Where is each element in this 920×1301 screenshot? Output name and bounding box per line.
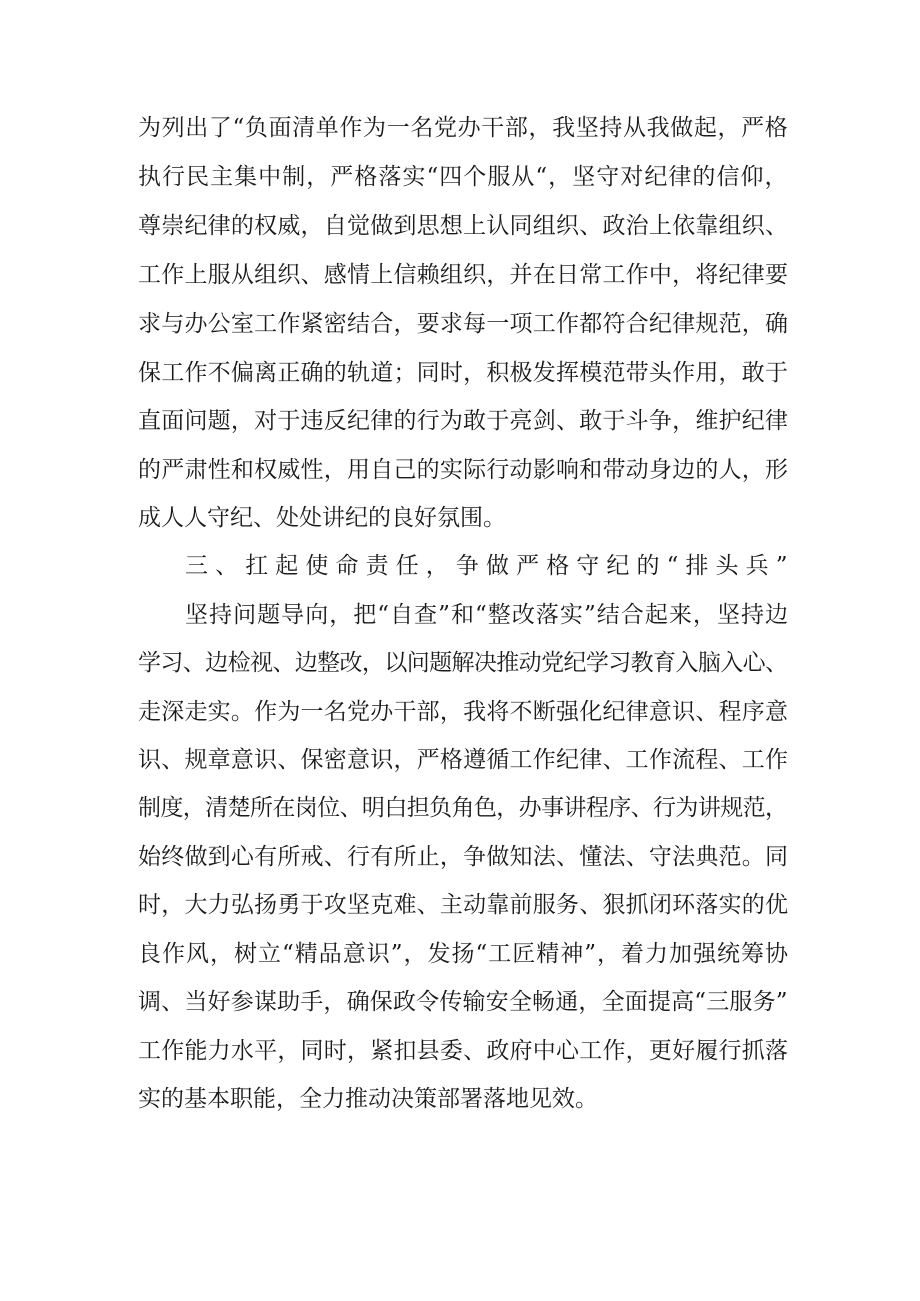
paragraph1-line: 执行民主集中制，严格落实“四个服从“，坚守对纪律的信仰， xyxy=(138,164,789,190)
paragraph1-line: 求与办公室工作紧密结合，要求每一项工作都符合纪律规范，确 xyxy=(138,311,789,337)
paragraph2-line: 走深走实。作为一名党办干部，我将不断强化纪律意识、程序意 xyxy=(138,699,789,725)
paragraph2-line: 学习、边检视、边整改，以问题解决推动党纪学习教育入脑入心、 xyxy=(138,650,788,676)
paragraph1-line: 为列出了“负面清单作为一名党办干部，我坚持从我做起，严格 xyxy=(138,115,789,141)
paragraph2-line: 坚持问题导向，把“自查”和“整改落实”结合起来，坚持边 xyxy=(185,602,790,628)
paragraph2-line: 始终做到心有所戒、行有所止，争做知法、懂法、守法典范。同 xyxy=(138,844,789,870)
section-heading: 三、扛起使命责任，争做严格守纪的“排头兵” xyxy=(185,553,795,579)
paragraph2-line: 调、当好参谋助手，确保政令传输安全畅通，全面提高“三服务” xyxy=(138,989,788,1015)
paragraph1-line: 成人人守纪、处处讲纪的良好氛围。 xyxy=(138,505,506,531)
paragraph1-line: 的严肃性和权威性，用自己的实际行动影响和带动身边的人，形 xyxy=(138,457,789,483)
paragraph1-line: 尊崇纪律的权威，自觉做到思想上认同组织、政治上依靠组织、 xyxy=(138,213,789,239)
paragraph2-line: 识、规章意识、保密意识，严格遵循工作纪律、工作流程、工作 xyxy=(138,747,789,773)
paragraph2-line: 工作能力水平，同时，紧扣县委、政府中心工作，更好履行抓落 xyxy=(138,1038,789,1064)
paragraph1-line: 工作上服从组织、感情上信赖组织，并在日常工作中，将纪律要 xyxy=(138,262,789,288)
paragraph2-line: 实的基本职能，全力推动决策部署落地见效。 xyxy=(138,1086,598,1112)
paragraph2-line: 良作风，树立“精品意识”，发扬“工匠精神”，着力加强统筹协 xyxy=(138,941,790,967)
paragraph2-line: 制度，清楚所在岗位、明白担负角色，办事讲程序、行为讲规范， xyxy=(138,795,788,821)
paragraph2-line: 时，大力弘扬勇于攻坚克难、主动靠前服务、狠抓闭环落实的优 xyxy=(138,892,789,918)
paragraph1-line: 直面问题，对于违反纪律的行为敢于亮剑、敢于斗争，维护纪律 xyxy=(138,408,789,434)
paragraph1-line: 保工作不偏离正确的轨道；同时，积极发挥模范带头作用，敢于 xyxy=(138,360,789,386)
